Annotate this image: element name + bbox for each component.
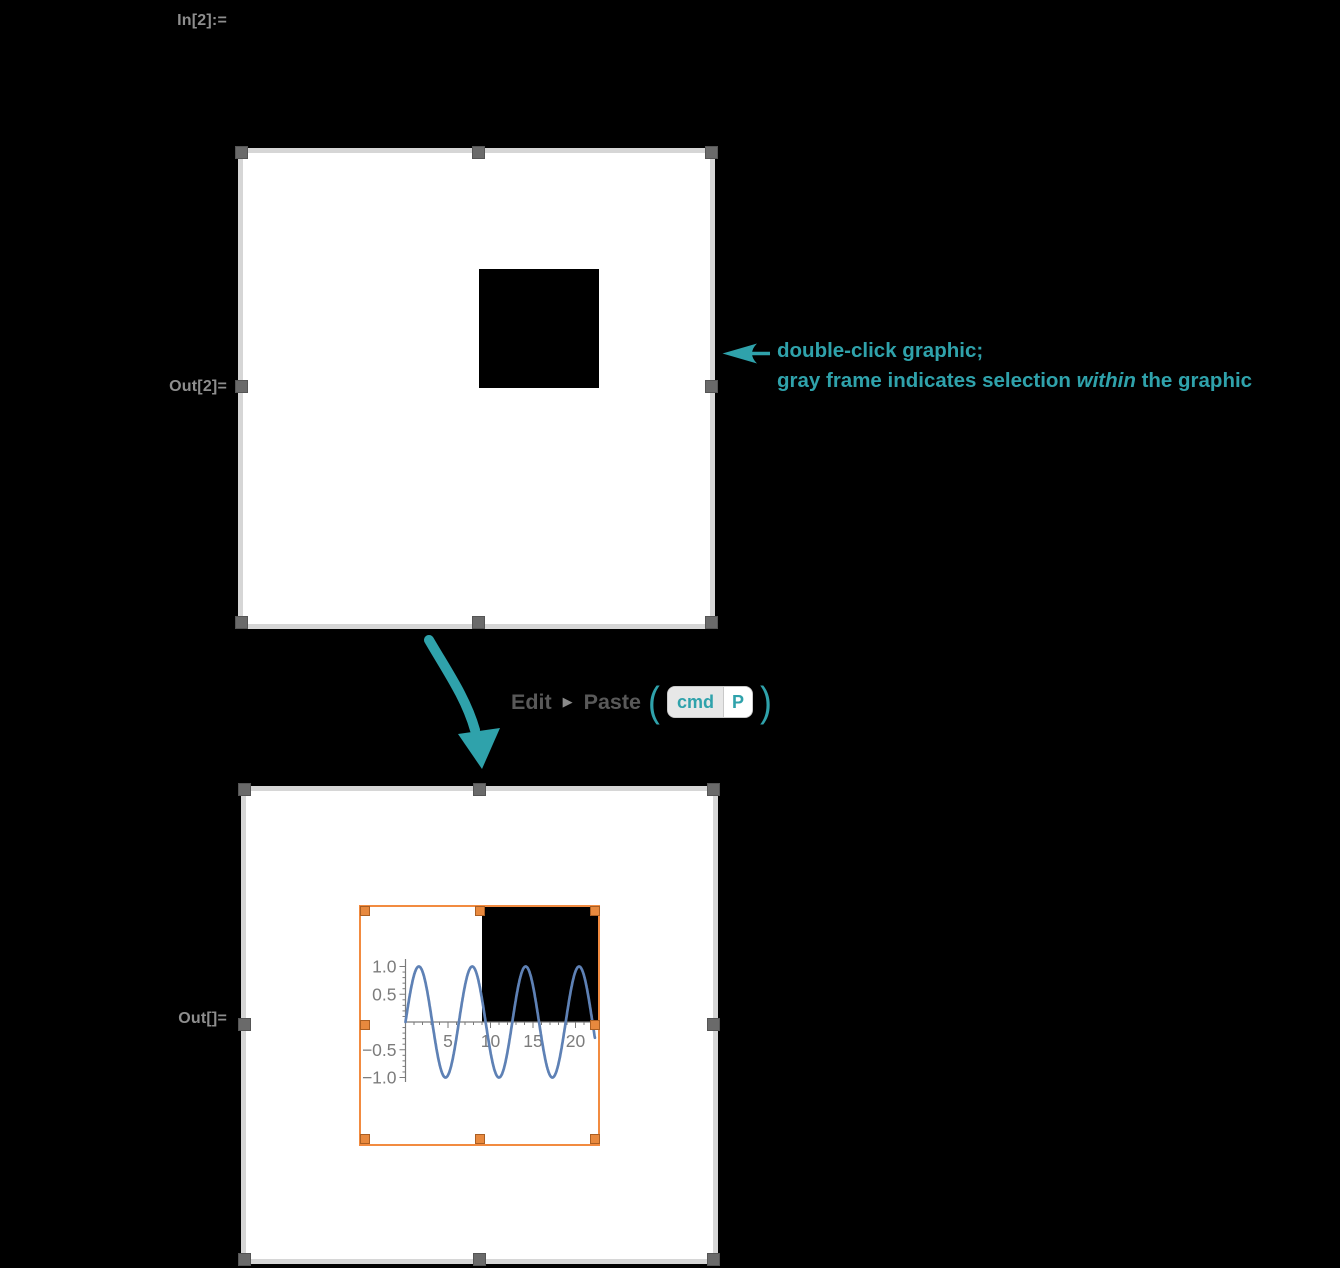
gray-selection-handle[interactable] (707, 783, 720, 796)
gray-selection-handle[interactable] (707, 1253, 720, 1266)
orange-selection-handle[interactable] (475, 906, 485, 916)
edit-menu-label: Edit (511, 689, 552, 714)
close-paren: ) (760, 678, 772, 725)
gray-selection-handle[interactable] (705, 146, 718, 159)
gray-selection-handle[interactable] (473, 783, 486, 796)
orange-selection-handle[interactable] (590, 1020, 600, 1030)
open-paren: ( (648, 678, 660, 725)
out-cell-label-2: Out[2]= (169, 378, 227, 395)
graphic-selection-frame-1[interactable] (238, 148, 715, 629)
svg-text:1.0: 1.0 (372, 956, 397, 977)
in-cell-label: In[2]:= (177, 12, 227, 29)
menu-instruction (511, 678, 772, 725)
gray-selection-handle[interactable] (705, 616, 718, 629)
orange-selection-handle[interactable] (360, 906, 370, 916)
gray-selection-handle[interactable] (235, 146, 248, 159)
cmd-key: cmd (668, 687, 724, 717)
p-key: P (724, 687, 752, 717)
orange-selection-handle[interactable] (360, 1134, 370, 1144)
gray-selection-handle[interactable] (238, 783, 251, 796)
annotation-line-1: double-click graphic; (777, 339, 984, 362)
gray-selection-handle[interactable] (238, 1018, 251, 1031)
menu-arrow-icon: ▶ (562, 694, 573, 709)
svg-text:0.5: 0.5 (372, 984, 397, 1005)
svg-text:5: 5 (443, 1031, 453, 1051)
gray-selection-handle[interactable] (472, 616, 485, 629)
svg-text:15: 15 (523, 1031, 543, 1051)
gray-selection-handle[interactable] (705, 380, 718, 393)
svg-text:20: 20 (565, 1031, 586, 1051)
orange-selection-handle[interactable] (590, 906, 600, 916)
paste-item-label: Paste (583, 689, 641, 714)
gray-selection-handle[interactable] (235, 616, 248, 629)
svg-text:−1.0: −1.0 (361, 1067, 397, 1088)
gray-selection-handle[interactable] (235, 380, 248, 393)
gray-selection-handle[interactable] (238, 1253, 251, 1266)
orange-selection-handle[interactable] (360, 1020, 370, 1030)
black-square-graphic-1[interactable] (479, 269, 599, 388)
orange-selection-handle[interactable] (590, 1134, 600, 1144)
gray-selection-handle[interactable] (473, 1253, 486, 1266)
svg-text:−0.5: −0.5 (361, 1039, 397, 1060)
left-arrow-icon (716, 340, 774, 366)
keyboard-shortcut-badge (667, 686, 753, 718)
curved-down-arrow-icon (414, 632, 514, 778)
out-cell-label-blank: Out[]= (178, 1010, 227, 1027)
annotation-text (777, 336, 1252, 396)
orange-selection-handle[interactable] (475, 1134, 485, 1144)
svg-text:10: 10 (480, 1031, 501, 1051)
inner-selection-frame[interactable] (359, 905, 600, 1146)
annotation-line-2: gray frame indicates selection within the graphic (777, 369, 1253, 392)
gray-selection-handle[interactable] (707, 1018, 720, 1031)
gray-selection-handle[interactable] (472, 146, 485, 159)
